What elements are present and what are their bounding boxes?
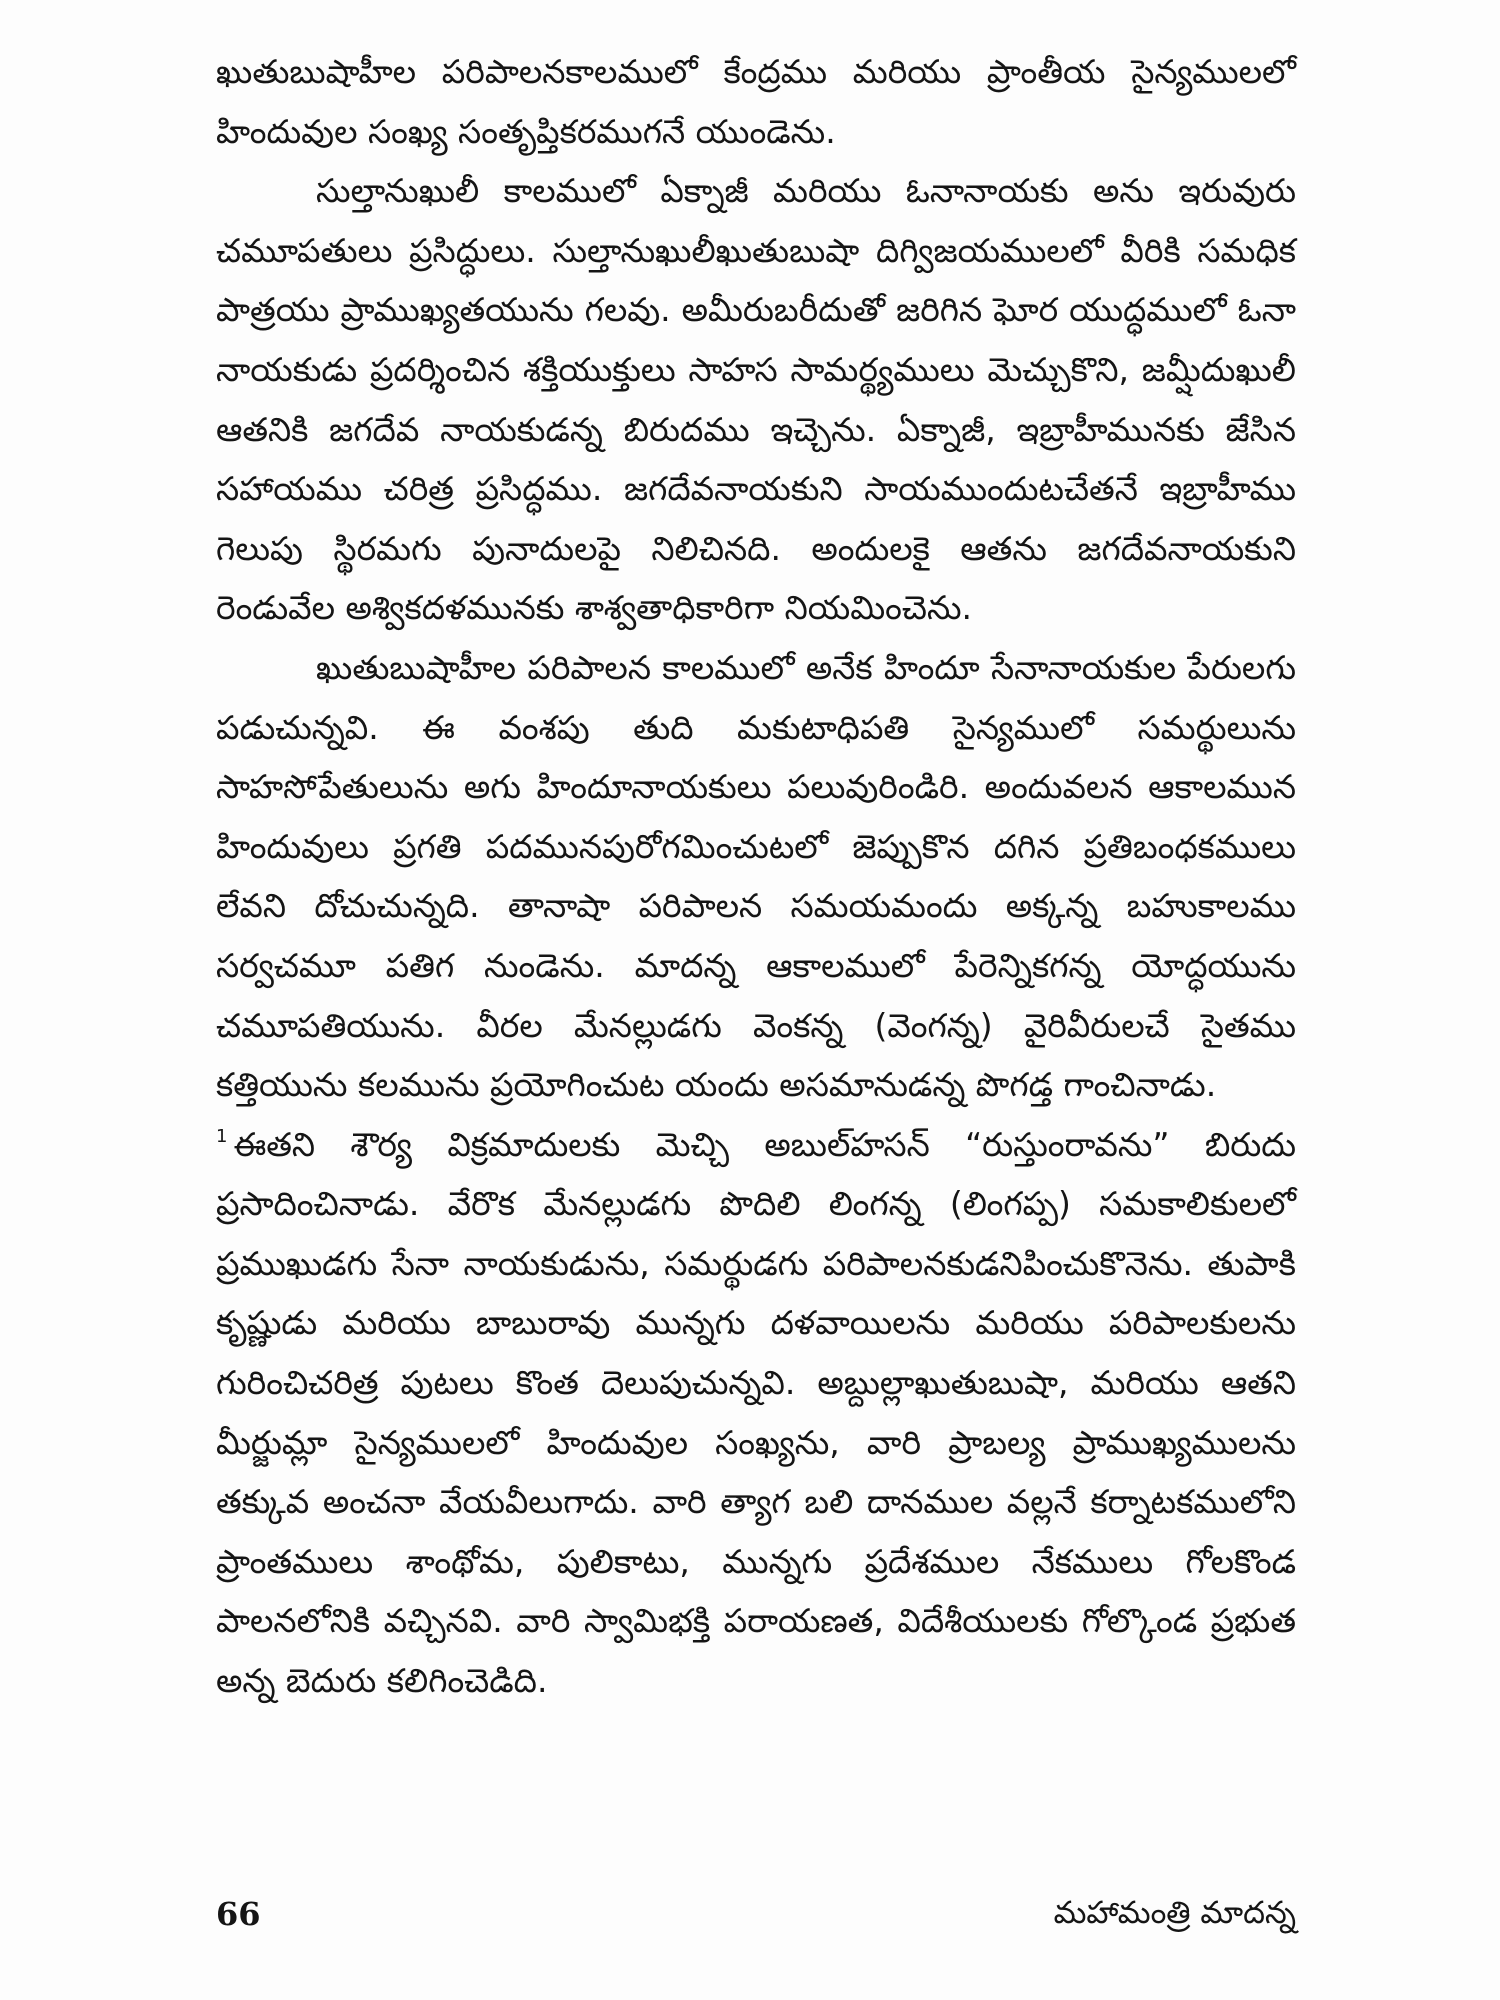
footnote-marker: 1	[216, 1125, 228, 1147]
body-text	[216, 42, 1296, 1711]
page-number: 66	[216, 1895, 261, 1933]
paragraph-4-text: ఈతని శౌర్య విక్రమాదులకు మెచ్చి అబుల్‌హసన్ “రుస్తుంరావను” బిరుదు ప్రసాదించినాడు. వేరొక మేనల్లుడగు పొదిలి లింగన్న (లింగప్ప) సమకాలికులలో ప్రముఖుడగు సేనా నాయకుడును, సమర్థుడగు పరిపాలనకుడనిపించుకొనెను. తుపాకి కృష్ణుడు మరియు బాబురావు మున్నగు దళవాయిలను మరియు పరిపాలకులను గురించిచరిత్ర పుటలు కొంత దెలుపుచున్నవి. అబ్దుల్లాఖుతుబుషా, మరియు ఆతని మీర్జుమ్లా సైన్యములలో హిందువుల సంఖ్యను, వారి ప్రాబల్య ప్రాముఖ్యములను తక్కువ అంచనా వేయవీలుగాదు. వారి త్యాగ బలి దానముల వల్లనే కర్నాటకములోని ప్రాంతములు శాంథోమ, పులికాటు, మున్నగు ప్రదేశముల నేకములు గోలకొండ పాలనలోనికి వచ్చినవి. వారి స్వామిభక్తి పరాయణత, విదేశీయులకు గోల్కొండ ప్రభుత అన్న బెదురు కలిగించెడిది.	[216, 1124, 1296, 1701]
paragraph-3: ఖుతుబుషాహీల పరిపాలన కాలములో అనేక హిందూ సేనానాయకుల పేరులగు పడుచున్నవి. ఈ వంశపు తుది మకుటాధిపతి సైన్యములో సమర్థులును సాహసోపేతులును అగు హిందూనాయకులు పలువురిండిరి. అందువలన ఆకాలమున హిందువులు ప్రగతి పదమునపురోగమించుటలో జెప్పుకొన దగిన ప్రతిబంధకములు లేవని దోచుచున్నది. తానాషా పరిపాలన సమయమందు అక్కన్న బహుకాలము సర్వచమూ పతిగ నుండెను. మాదన్న ఆకాలములో పేరెన్నికగన్న యోద్ధయును చమూపతియును. వీరల మేనల్లుడగు వెంకన్న (వెంగన్న) వైరివీరులచే సైతము కత్తియును కలమును ప్రయోగించుట యందు అసమానుడన్న పొగడ్త గాంచినాడు.	[216, 647, 1296, 1105]
paragraph-1: ఖుతుబుషాహీల పరిపాలనకాలములో కేంద్రము మరియు ప్రాంతీయ సైన్యములలో హిందువుల సంఖ్య సంతృప్తికరముగనే యుండెను.	[216, 52, 1296, 151]
running-title: మహామంత్రి మాదన్న	[1053, 1895, 1296, 1931]
page-footer	[216, 1895, 1296, 1945]
paragraph-4	[216, 1115, 1296, 1711]
paragraph-2: సుల్తానుఖులీ కాలములో ఏక్నాజీ మరియు ఓనానాయకు అను ఇరువురు చమూపతులు ప్రసిద్ధులు. సుల్తానుఖులీఖుతుబుషా దిగ్విజయములలో వీరికి సమధిక పాత్రయు ప్రాముఖ్యతయును గలవు. అమీరుబరీదుతో జరిగిన ఘోర యుద్ధములో ఓనా నాయకుడు ప్రదర్శించిన శక్తియుక్తులు సాహస సామర్థ్యములు మెచ్చుకొని, జమ్షీదుఖులీ ఆతనికి జగదేవ నాయకుడన్న బిరుదము ఇచ్చెను. ఏక్నాజీ, ఇబ్రాహీమునకు జేసిన సహాయము చరిత్ర ప్రసిద్ధము. జగదేవనాయకుని సాయముందుటచేతనే ఇబ్రాహీము గెలుపు స్థిరమగు పునాదులపై నిలిచినది. అందులకై ఆతను జగదేవనాయకుని రెండువేల అశ్వికదళమునకు శాశ్వతాధికారిగా నియమించెను.	[216, 171, 1296, 628]
